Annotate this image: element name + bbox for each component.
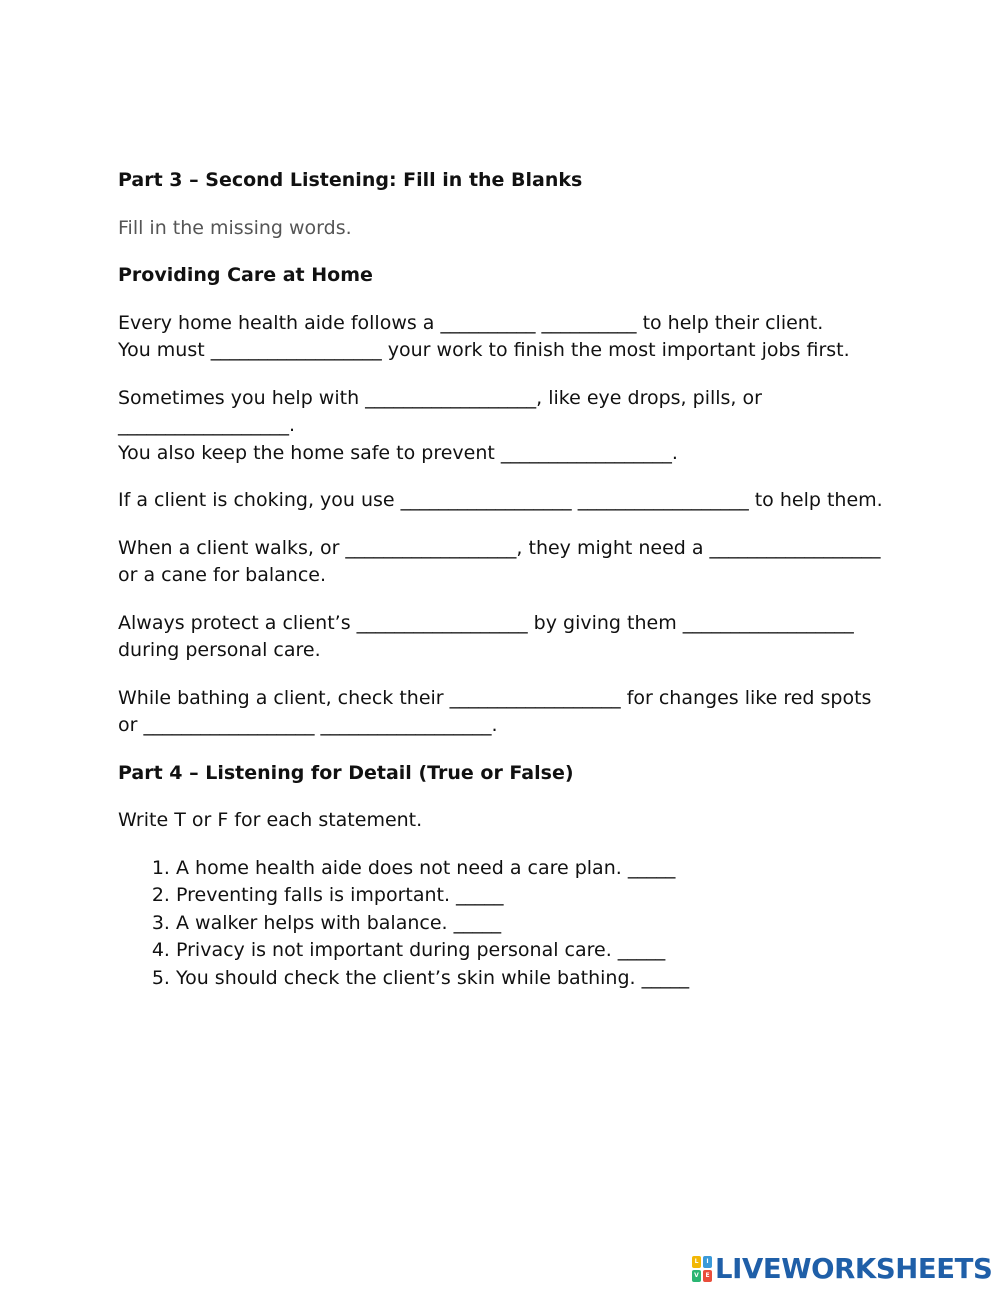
fill-blank-paragraph-2 (118, 385, 888, 468)
logo-mark-icon (692, 1256, 712, 1282)
true-false-statement: 1. A home health aide does not need a care plan. _____ (176, 855, 888, 883)
logo-text: LIVEWORKSHEETS (715, 1253, 993, 1285)
logo-mark-tile: E (703, 1270, 712, 1282)
fill-blank-sentence: Always protect a client’s __________________ by giving them __________________ during personal care. (118, 611, 854, 661)
logo-mark-tile: V (692, 1270, 701, 1282)
logo-mark-tile: I (703, 1256, 712, 1268)
fill-blank-sentence: You must __________________ your work to finish the most important jobs first. (118, 339, 850, 361)
liveworksheets-logo (692, 1253, 992, 1285)
fill-blank-sentence: If a client is choking, you use __________________ __________________ to help them. (118, 489, 883, 511)
true-false-statement: 5. You should check the client’s skin while bathing. _____ (176, 965, 888, 993)
fill-blank-sentence: When a client walks, or __________________, they might need a __________________ or a cane for balance. (118, 536, 881, 586)
part4-heading: Part 4 – Listening for Detail (True or False) (118, 761, 574, 784)
worksheet-page (118, 167, 888, 992)
true-false-statement: 4. Privacy is not important during personal care. _____ (176, 937, 888, 965)
fill-blank-sentence: You also keep the home safe to prevent __________________. (118, 441, 678, 464)
true-false-list (118, 855, 888, 993)
fill-blank-paragraph-3 (118, 487, 888, 515)
fill-blank-sentence: Every home health aide follows a __________ __________ to help their client. (118, 311, 824, 334)
logo-mark-tile: L (692, 1256, 701, 1268)
section-subheading: Providing Care at Home (118, 264, 373, 286)
true-false-statement: 2. Preventing falls is important. _____ (176, 882, 888, 910)
part4-instruction: Write T or F for each statement. (118, 809, 423, 831)
part3-heading: Part 3 – Second Listening: Fill in the Blanks (118, 169, 583, 191)
fill-blank-paragraph-6 (118, 685, 888, 740)
part3-instruction: Fill in the missing words. (118, 216, 352, 239)
fill-blank-paragraph-5 (118, 610, 888, 665)
fill-blank-paragraph-1 (118, 310, 888, 365)
fill-blank-sentence: Sometimes you help with __________________, like eye drops, pills, or __________________. (118, 386, 762, 436)
fill-blank-sentence: While bathing a client, check their __________________ for changes like red spots or __________________ __________________. (118, 686, 872, 736)
true-false-statement: 3. A walker helps with balance. _____ (176, 910, 888, 938)
fill-blank-paragraph-4 (118, 535, 888, 590)
